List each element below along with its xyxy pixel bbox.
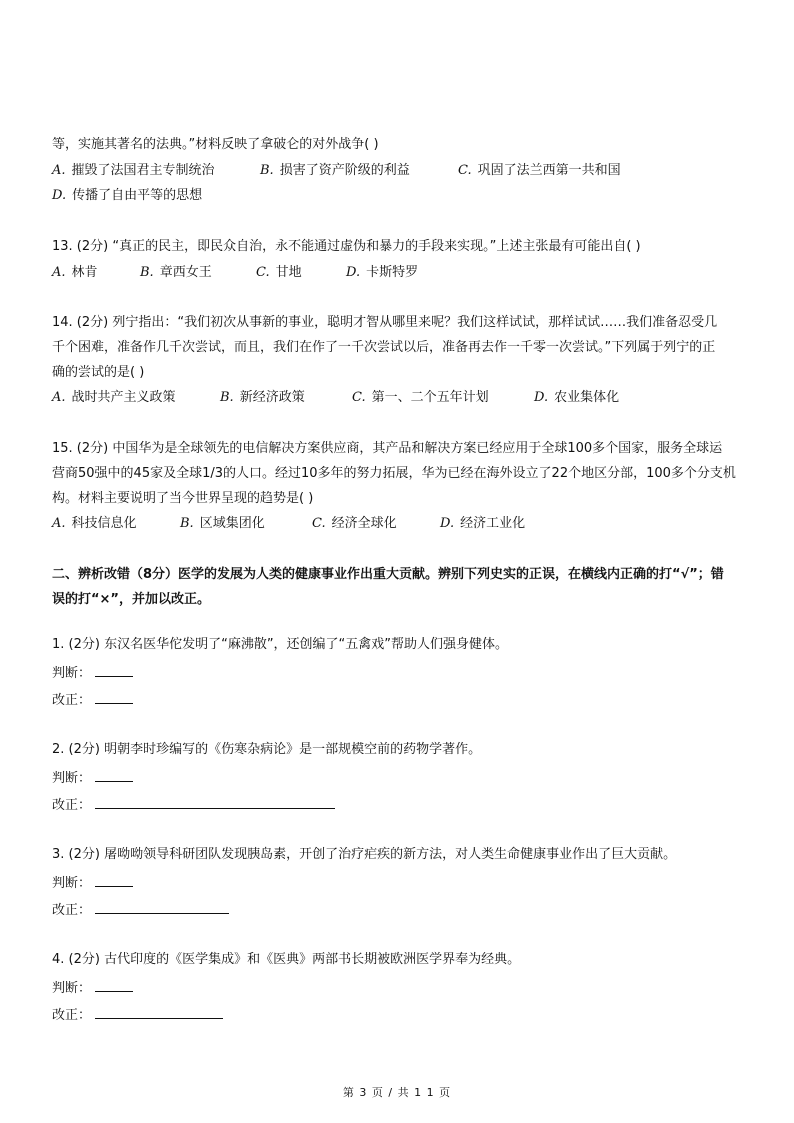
q13-option-c: C. 甘地 (256, 265, 302, 280)
item-4-correct-blank[interactable] (95, 1005, 223, 1019)
item-2-correct-row: 改正： (52, 795, 335, 815)
item-4-judge-blank[interactable] (95, 978, 133, 992)
item-1-stem: 1. (2分) 东汉名医华佗发明了“麻沸散”，还创编了“五禽戏”帮助人们强身健体。 (52, 637, 509, 652)
q14-option-d: D. 农业集体化 (534, 390, 620, 405)
section-2-heading-line-1: 二、辨析改错（8分）医学的发展为人类的健康事业作出重大贡献。辨别下列史实的正误，在横线内正确的打“√”；错 (52, 567, 724, 582)
q14-option-b: B. 新经济政策 (220, 390, 305, 405)
q15-option-d: D. 经济工业化 (440, 516, 526, 531)
item-1-judge-blank[interactable] (95, 663, 133, 677)
q12-option-a: A. 摧毁了法国君主专制统治 (52, 163, 215, 178)
item-2-stem: 2. (2分) 明朝李时珍编写的《伤寒杂病论》是一部规模空前的药物学著作。 (52, 742, 482, 757)
q15-option-a: A. 科技信息化 (52, 516, 137, 531)
section-2-heading-line-2: 误的打“×”，并加以改正。 (52, 592, 210, 607)
q12-option-b: B. 损害了资产阶级的利益 (260, 163, 410, 178)
item-4-stem: 4. (2分) 古代印度的《医学集成》和《医典》两部书长期被欧洲医学界奉为经典。 (52, 952, 521, 967)
item-1-correct-row: 改正： (52, 690, 133, 710)
q13-option-b: B. 章西女王 (140, 265, 212, 280)
q14-stem-line-2: 千个困难，准备作几千次尝试，而且，我们在作了一千次尝试以后，准备再去作一千零一次尝试。”下列属于列宁的正 (52, 340, 716, 355)
q12-option-c: C. 巩固了法兰西第一共和国 (458, 163, 621, 178)
q13-option-a: A. 林肯 (52, 265, 98, 280)
item-4-judge-row: 判断： (52, 978, 133, 998)
item-4-correct-row: 改正： (52, 1005, 223, 1025)
q14-stem-line-3: 确的尝试的是( ) (52, 365, 145, 380)
q15-option-b: B. 区域集团化 (180, 516, 265, 531)
item-2-judge-row: 判断： (52, 768, 133, 788)
q15-stem-line-2: 营商50强中的45家及全球1/3的人口。经过10多年的努力拓展，华为已经在海外设立了22个地区分部，100多个分支机 (52, 466, 736, 481)
item-3-stem: 3. (2分) 屠呦呦领导科研团队发现胰岛素，开创了治疗疟疾的新方法，对人类生命健康事业作出了巨大贡献。 (52, 847, 677, 862)
q13-stem: 13. (2分) “真正的民主，即民众自治，永不能通过虚伪和暴力的手段来实现。”上述主张最有可能出自( ) (52, 239, 641, 254)
q14-option-c: C. 第一、二个五年计划 (352, 390, 489, 405)
item-1-judge-row: 判断： (52, 663, 133, 683)
item-3-correct-row: 改正： (52, 900, 229, 920)
q15-stem-line-1: 15. (2分) 中国华为是全球领先的电信解决方案供应商，其产品和解决方案已经应用于全球100多个国家，服务全球运 (52, 441, 723, 456)
item-3-judge-blank[interactable] (95, 873, 133, 887)
item-1-correct-blank[interactable] (95, 690, 133, 704)
item-2-judge-blank[interactable] (95, 768, 133, 782)
q12-stem-continuation: 等，实施其著名的法典。”材料反映了拿破仑的对外战争( ) (52, 137, 379, 152)
q12-option-d: D. 传播了自由平等的思想 (52, 188, 203, 203)
q15-stem-line-3: 构。材料主要说明了当今世界呈现的趋势是( ) (52, 491, 314, 506)
q15-option-c: C. 经济全球化 (312, 516, 397, 531)
item-3-correct-blank[interactable] (95, 900, 229, 914)
page-footer: 第 3 页 / 共 1 1 页 (342, 1086, 452, 1099)
q14-option-a: A. 战时共产主义政策 (52, 390, 176, 405)
item-2-correct-blank[interactable] (95, 795, 335, 809)
q14-stem-line-1: 14. (2分) 列宁指出：“我们初次从事新的事业，聪明才智从哪里来呢？我们这样试试，那样试试……我们准备忍受几 (52, 315, 718, 330)
q13-option-d: D. 卡斯特罗 (346, 265, 419, 280)
item-3-judge-row: 判断： (52, 873, 133, 893)
